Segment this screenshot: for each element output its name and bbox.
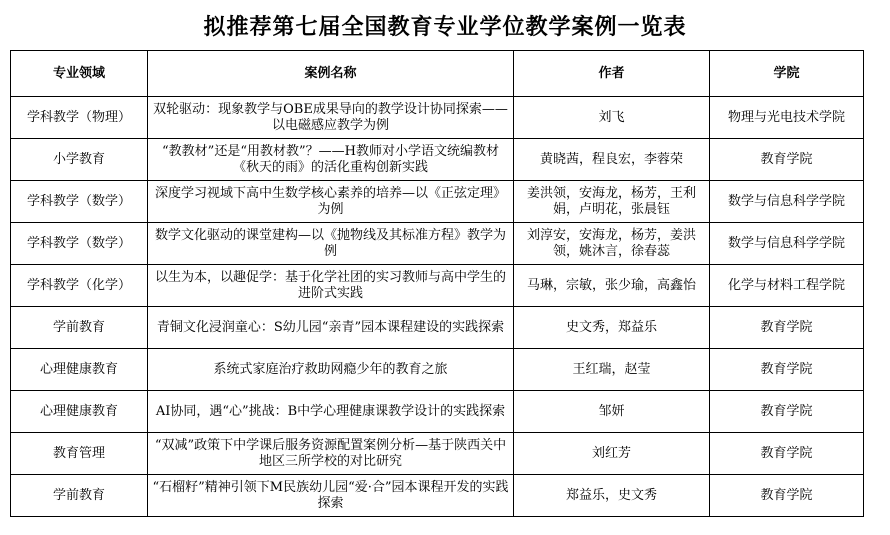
cell-case: 数学文化驱动的课堂建构—以《抛物线及其标准方程》教学为例 [148, 223, 514, 265]
table-row [11, 475, 864, 517]
cell-author: 黄晓茜，程良宏，李蓉荣 [514, 139, 710, 181]
header-case: 案例名称 [148, 51, 514, 97]
table-row [11, 265, 864, 307]
cell-college: 物理与光电技术学院 [710, 97, 864, 139]
table-header-row [11, 51, 864, 97]
cell-case: “石榴籽”精神引领下M民族幼儿园“爱·合”园本课程开发的实践探索 [148, 475, 514, 517]
cell-field: 心理健康教育 [11, 391, 148, 433]
table-row [11, 181, 864, 223]
cell-college: 数学与信息科学学院 [710, 223, 864, 265]
cell-case: 深度学习视域下高中生数学核心素养的培养—以《正弦定理》为例 [148, 181, 514, 223]
table-row [11, 349, 864, 391]
cell-author: 郑益乐，史文秀 [514, 475, 710, 517]
cell-college: 教育学院 [710, 391, 864, 433]
cell-case: “教教材”还是“用教材教”？——H教师对小学语文统编教材《秋天的雨》的活化重构创新实践 [148, 139, 514, 181]
header-college: 学院 [710, 51, 864, 97]
cell-college: 教育学院 [710, 307, 864, 349]
cell-field: 心理健康教育 [11, 349, 148, 391]
page-title: 拟推荐第七届全国教育专业学位教学案例一览表 [203, 15, 687, 40]
cell-case: 以生为本，以趣促学：基于化学社团的实习教师与高中学生的进阶式实践 [148, 265, 514, 307]
cell-author: 刘红芳 [514, 433, 710, 475]
cell-case: “双减”政策下中学课后服务资源配置案例分析—基于陕西关中地区三所学校的对比研究 [148, 433, 514, 475]
header-author: 作者 [514, 51, 710, 97]
cell-author: 史文秀，郑益乐 [514, 307, 710, 349]
cell-field: 小学教育 [11, 139, 148, 181]
cell-college: 教育学院 [710, 139, 864, 181]
header-field: 专业领域 [11, 51, 148, 97]
cell-field: 学前教育 [11, 475, 148, 517]
cell-author: 刘淳安，安海龙，杨芳，姜洪领，姚沐言，徐春蕊 [514, 223, 710, 265]
cell-field: 学科教学（物理） [11, 97, 148, 139]
cell-author: 邹妍 [514, 391, 710, 433]
cell-case: 双轮驱动：现象教学与OBE成果导向的教学设计协同探索——以电磁感应教学为例 [148, 97, 514, 139]
cell-field: 教育管理 [11, 433, 148, 475]
cell-case: 系统式家庭治疗救助网瘾少年的教育之旅 [148, 349, 514, 391]
cell-field: 学科教学（数学） [11, 223, 148, 265]
cell-college: 数学与信息科学学院 [710, 181, 864, 223]
cell-field: 学科教学（化学） [11, 265, 148, 307]
table-row [11, 97, 864, 139]
cell-author: 刘飞 [514, 97, 710, 139]
table-row [11, 433, 864, 475]
cell-case: AI协同，遇“心”挑战：B中学心理健康课教学设计的实践探索 [148, 391, 514, 433]
case-table [10, 50, 864, 517]
cell-college: 教育学院 [710, 349, 864, 391]
cell-college: 教育学院 [710, 433, 864, 475]
table-row [11, 139, 864, 181]
table-row [11, 391, 864, 433]
cell-college: 教育学院 [710, 475, 864, 517]
cell-case: 青铜文化浸润童心：S幼儿园“亲青”园本课程建设的实践探索 [148, 307, 514, 349]
cell-field: 学前教育 [11, 307, 148, 349]
table-row [11, 307, 864, 349]
cell-field: 学科教学（数学） [11, 181, 148, 223]
cell-author: 王红瑞，赵莹 [514, 349, 710, 391]
cell-author: 姜洪领，安海龙，杨芳，王利娟，卢明花，张晨钰 [514, 181, 710, 223]
cell-author: 马琳，宗敏，张少瑜，高鑫怡 [514, 265, 710, 307]
table-row [11, 223, 864, 265]
cell-college: 化学与材料工程学院 [710, 265, 864, 307]
